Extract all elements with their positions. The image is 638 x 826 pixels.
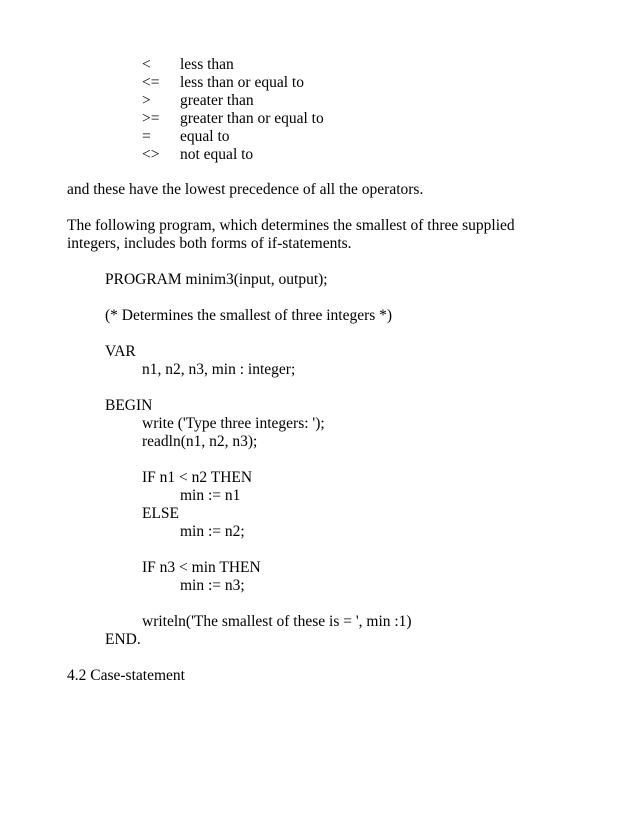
code-line: min := n2; bbox=[180, 523, 245, 540]
intro-paragraph-line: integers, includes both forms of if-statements. bbox=[67, 235, 352, 252]
section-heading: 4.2 Case-statement bbox=[67, 667, 185, 684]
code-line: PROGRAM minim3(input, output); bbox=[105, 271, 328, 288]
intro-paragraph bbox=[67, 217, 536, 253]
operator-symbol: <> bbox=[142, 146, 160, 163]
operator-description: not equal to bbox=[180, 146, 254, 163]
operator-symbol: <= bbox=[142, 74, 160, 91]
code-line: ELSE bbox=[142, 505, 180, 522]
code-line: readln(n1, n2, n3); bbox=[142, 433, 258, 450]
code-line: IF n3 < min THEN bbox=[142, 559, 261, 576]
code-line: BEGIN bbox=[105, 397, 153, 414]
code-line: writeln('The smallest of these is = ', min :1) bbox=[142, 613, 412, 630]
code-line: min := n3; bbox=[180, 577, 245, 594]
intro-paragraph-line: The following program, which determines the smallest of three supplied bbox=[67, 217, 515, 234]
code-line: write ('Type three integers: '); bbox=[142, 415, 325, 432]
operator-symbol: >= bbox=[142, 110, 160, 127]
operator-description: less than bbox=[180, 56, 234, 73]
precedence-paragraph: and these have the lowest precedence of all the operators. bbox=[67, 181, 424, 198]
operator-description: less than or equal to bbox=[180, 74, 304, 91]
operator-description: greater than or equal to bbox=[180, 110, 324, 127]
code-line: VAR bbox=[105, 343, 136, 360]
code-line: END. bbox=[105, 631, 141, 648]
operator-symbol: < bbox=[142, 56, 151, 73]
code-line: n1, n2, n3, min : integer; bbox=[142, 361, 296, 378]
code-line: IF n1 < n2 THEN bbox=[142, 469, 253, 486]
code-line: min := n1 bbox=[180, 487, 241, 504]
code-line: (* Determines the smallest of three integers *) bbox=[105, 307, 393, 324]
operator-description: equal to bbox=[180, 128, 230, 145]
operator-description: greater than bbox=[180, 92, 254, 109]
operator-symbol: > bbox=[142, 92, 151, 109]
operator-symbol: = bbox=[142, 128, 151, 145]
